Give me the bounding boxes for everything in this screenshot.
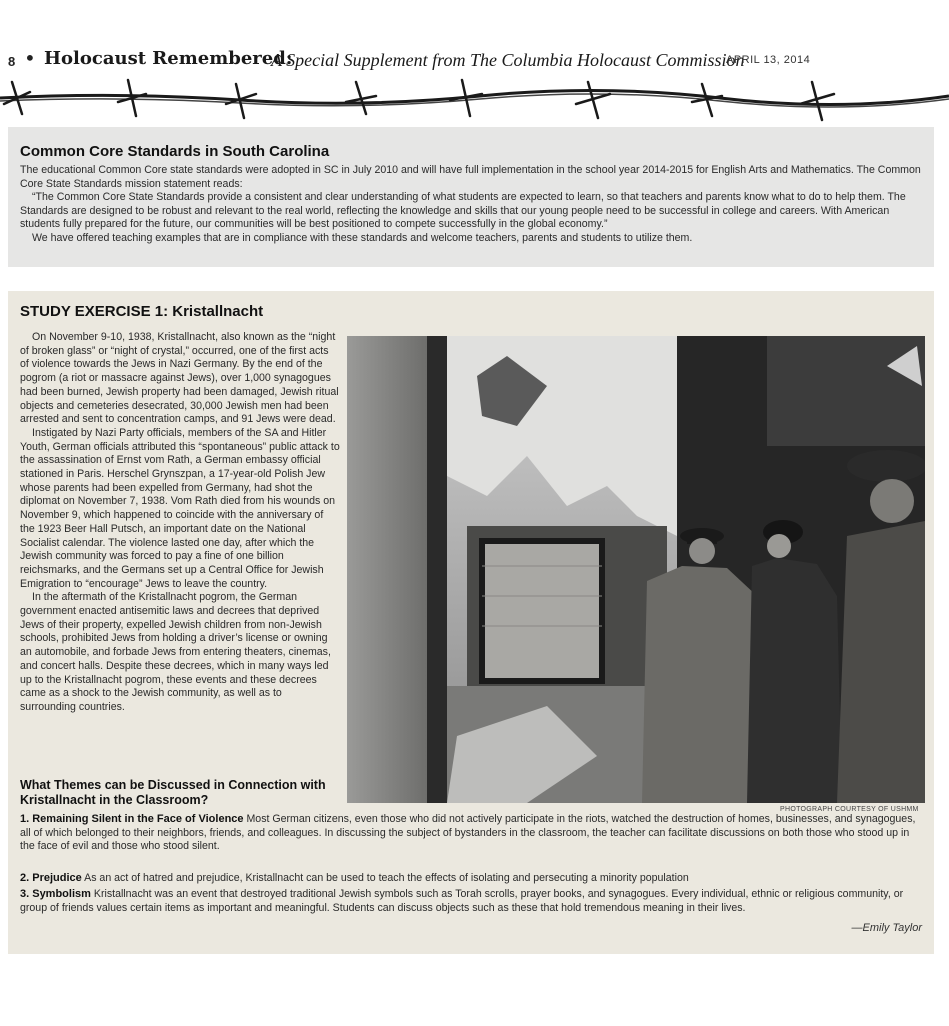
page-number: 8 [8, 54, 16, 69]
themes-heading: What Themes can be Discussed in Connection with Kristallnacht in the Classroom? [20, 778, 326, 807]
masthead-bullet: • [24, 46, 36, 70]
barbed-wire-divider [0, 74, 949, 126]
article-column [20, 331, 340, 715]
publication-title: Holocaust Remembered: [44, 48, 293, 69]
masthead [6, 44, 946, 74]
theme-label: 3. Symbolism [20, 888, 91, 900]
paragraph: We have offered teaching examples that are in compliance with these standards and welcome teachers, parents and students to utilize them. [32, 231, 693, 244]
publication-subtitle: A Special Supplement from The Columbia Holocaust Commission [271, 50, 745, 70]
theme-label: 1. Remaining Silent in the Face of Violence [20, 813, 244, 825]
section-heading: Common Core Standards in South Carolina [20, 143, 330, 160]
section-heading: STUDY EXERCISE 1: Kristallnacht [20, 303, 264, 320]
theme-item [20, 888, 920, 915]
theme-text: As an act of hatred and prejudice, Kristallnacht can be used to teach the effects of isolating and persecuting a minority population [84, 872, 689, 884]
paragraph: “The Common Core State Standards provide a consistent and clear understanding of what students are expected to learn, so that teachers and parents know what to do to help them. The Standards are designed to be robust and relevant to the real world, reflecting the knowledge and skills that our young people need to be successful in college and careers. With American students fully prepared for the future, our communities will be best positioned to compete successfully in the global economy.” [20, 191, 906, 231]
paragraph: Instigated by Nazi Party officials, members of the SA and Hitler Youth, German officials attributed this “spontaneous” public attack to the assassination of Ernst vom Rath, a German embassy official stationed in Paris. Herschel Grynszpan, a 17-year-old Polish Jew whose parents had been expelled from Germany, had shot the diplomat on November 7, 1938. Vom Rath died from his wounds on November 9, which happened to coincide with the anniversary of the 1923 Beer Hall Putsch, an important date on the National Socialist calendar. The violence lasted one day, after which the Jewish community was forced to pay a fine of one billion reichsmarks, and the Germans set up a Central Office for Jewish Emigration to “encourage” Jews to leave the country. [20, 426, 340, 590]
photo-illustration [347, 336, 925, 803]
theme-item [20, 872, 920, 886]
paragraph: In the aftermath of the Kristallnacht pogrom, the German government enacted antisemitic laws and decrees that deprived Jews of their property, expelled Jewish children from non-Jewish schools, prohibited Jews from holding a driver’s license or owning an automobile, and forbade Jews from entering theaters, cinemas, and concert halls. Despite these decrees, which in many ways led up to the Kristallnacht pogrom, these events and these decrees came as a shock to the Jewish community, as well as to surrounding countries. [20, 591, 331, 713]
paragraph: On November 9-10, 1938, Kristallnacht, also known as the “night of broken glass” or “night of crystal,” occurred, one of the first acts of violence towards the Jews in Nazi Germany. By the end of the pogrom (a riot or massacre against Jews), over 1,000 synagogues had been burned, Jewish property had been damaged, Jewish ritual objects and cemeteries desecrated, 30,000 Jewish men had been arrested and sent to concentration camps, and 91 Jews were dead. [20, 331, 339, 426]
kristallnacht-photograph [347, 336, 925, 803]
common-core-section [8, 127, 934, 267]
author-signature: —Emily Taylor [851, 922, 922, 934]
theme-text: Most German citizens, even those who did not actively participate in the riots, watched the destruction of homes, businesses, and synagogues, all of which belonged to their neighbors, friends, and colleagues. In discussing the subject of bystanders in the classroom, the teacher can facilitate discussions on both those who stood up in the face of evil and those who stood silent. [20, 813, 916, 853]
theme-item [20, 813, 920, 854]
common-core-body [20, 164, 924, 246]
theme-text: Kristallnacht was an event that destroyed traditional Jewish symbols such as Torah scrolls, prayer books, and synagogues. Every individual, ethnic or religious community, or group of friends values certain items as important and meaningful. Students can discuss objects such as these that hold tremendous meaning in their lives. [20, 888, 904, 914]
photo-credit: PHOTOGRAPH COURTESY OF USHMM [780, 806, 919, 813]
issue-date: APRIL 13, 2014 [726, 54, 811, 66]
theme-label: 2. Prejudice [20, 872, 82, 884]
paragraph: The educational Common Core state standards were adopted in SC in July 2010 and will have full implementation in the school year 2014-2015 for English Arts and Mathematics. The Common Core State Standards mission statement reads: [20, 164, 921, 190]
